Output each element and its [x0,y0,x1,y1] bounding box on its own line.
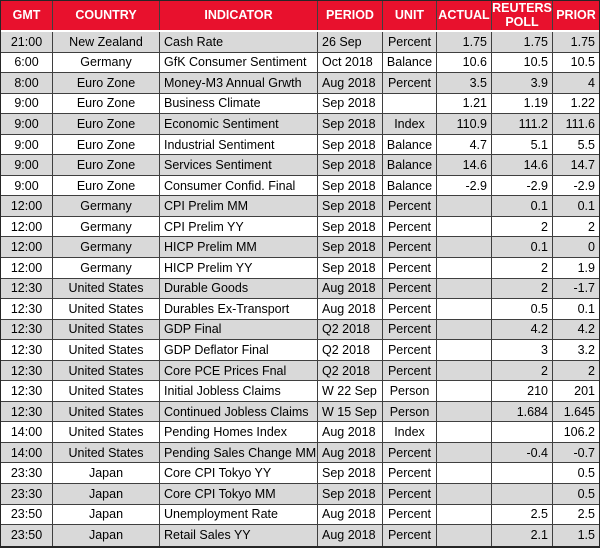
cell-prior: 1.5 [577,528,595,543]
cell-period: Aug 2018 [318,422,383,442]
cell-gmt: 12:30 [1,299,53,319]
cell-unit: Index [383,422,437,442]
cell-actual [437,525,492,546]
cell-prior: 201 [574,384,595,399]
cell-period: Aug 2018 [318,505,383,525]
cell-poll: 3.9 [492,73,553,93]
table-row [1,176,599,197]
cell-country: United States [53,381,160,401]
cell-actual: 1.21 [437,94,492,114]
cell-country: United States [53,443,160,463]
cell-indicator: Core CPI Tokyo MM [160,484,318,504]
cell-poll: 2.5 [492,505,553,525]
cell-gmt: 9:00 [1,94,53,114]
table-row [1,484,599,505]
table-row [1,361,599,382]
cell-prior: 2 [588,363,595,378]
cell-country: United States [53,299,160,319]
cell-actual: 1.75 [437,32,492,52]
cell-indicator: Durable Goods [160,279,318,299]
cell-period: Sep 2018 [318,484,383,504]
cell-unit: Percent [383,32,437,52]
cell-gmt: 12:30 [1,320,53,340]
cell-period: Sep 2018 [318,258,383,278]
cell-gmt: 14:00 [1,443,53,463]
cell-unit: Percent [383,443,437,463]
table-header [1,1,599,32]
cell-country: United States [53,422,160,442]
table-row [1,32,599,53]
cell-actual [437,299,492,319]
cell-poll: 2 [492,217,553,237]
cell-period: Aug 2018 [318,73,383,93]
cell-prior: 5.5 [577,137,595,152]
cell-gmt: 8:00 [1,73,53,93]
cell-indicator: HICP Prelim MM [160,237,318,257]
cell-period: Sep 2018 [318,114,383,134]
cell-indicator: Cash Rate [160,32,318,52]
cell-unit: Percent [383,463,437,483]
cell-gmt: 23:30 [1,484,53,504]
cell-prior: 0.1 [577,301,595,316]
table-row [1,237,599,258]
cell-poll: 1.19 [492,94,553,114]
cell-indicator: GDP Deflator Final [160,340,318,360]
table-row [1,320,599,341]
cell-period: 26 Sep [318,32,383,52]
cell-gmt: 12:00 [1,237,53,257]
cell-indicator: Pending Sales Change MM [160,443,318,463]
cell-indicator: CPI Prelim MM [160,196,318,216]
header-cell-prior: PRIOR [556,7,596,22]
cell-period: W 15 Sep [318,402,383,422]
cell-gmt: 6:00 [1,53,53,73]
header-cell-actual: ACTUAL [437,1,492,30]
cell-gmt: 12:00 [1,258,53,278]
cell-gmt: 23:50 [1,505,53,525]
cell-prior: 0 [588,240,595,255]
cell-prior: 1.75 [570,34,595,49]
cell-indicator: Retail Sales YY [160,525,318,546]
table-row [1,422,599,443]
cell-country: Germany [53,196,160,216]
cell-country: Japan [53,505,160,525]
cell-country: Euro Zone [53,94,160,114]
cell-poll: 4.2 [492,320,553,340]
cell-unit: Person [383,381,437,401]
cell-period: Aug 2018 [318,443,383,463]
table-header-row [1,1,599,32]
cell-prior: 1.22 [570,96,595,111]
cell-country: Japan [53,463,160,483]
cell-actual [437,443,492,463]
cell-indicator: Continued Jobless Claims [160,402,318,422]
cell-country: Japan [53,484,160,504]
cell-period: Sep 2018 [318,217,383,237]
cell-unit [383,94,437,114]
cell-actual [437,320,492,340]
cell-actual: 110.9 [437,114,492,134]
cell-period: Q2 2018 [318,340,383,360]
cell-poll: 0.1 [492,196,553,216]
cell-poll: 111.2 [492,114,553,134]
cell-poll: 2.1 [492,525,553,546]
cell-actual [437,422,492,442]
cell-period: Sep 2018 [318,94,383,114]
cell-country: New Zealand [53,32,160,52]
table-row [1,505,599,526]
cell-poll: 210 [492,381,553,401]
cell-gmt: 21:00 [1,32,53,52]
cell-period: Sep 2018 [318,155,383,175]
cell-country: United States [53,340,160,360]
cell-indicator: Industrial Sentiment [160,135,318,155]
cell-poll: 1.75 [492,32,553,52]
cell-prior: 106.2 [563,425,595,440]
cell-indicator: Durables Ex-Transport [160,299,318,319]
table-row [1,381,599,402]
cell-actual: 10.6 [437,53,492,73]
cell-prior: 14.7 [570,158,595,173]
cell-indicator: HICP Prelim YY [160,258,318,278]
cell-unit: Percent [383,196,437,216]
cell-country: Germany [53,258,160,278]
cell-indicator: Core PCE Prices Fnal [160,361,318,381]
cell-poll: -2.9 [492,176,553,196]
cell-unit: Balance [383,53,437,73]
cell-unit: Percent [383,361,437,381]
cell-poll: 2 [492,258,553,278]
cell-actual [437,258,492,278]
cell-gmt: 23:50 [1,525,53,546]
cell-period: Q2 2018 [318,320,383,340]
cell-unit: Balance [383,135,437,155]
cell-poll: 1.684 [492,402,553,422]
cell-actual [437,361,492,381]
cell-actual [437,279,492,299]
cell-period: Sep 2018 [318,463,383,483]
cell-unit: Percent [383,505,437,525]
cell-indicator: Services Sentiment [160,155,318,175]
cell-prior: 2.5 [577,507,595,522]
cell-actual [437,217,492,237]
cell-gmt: 9:00 [1,114,53,134]
cell-poll: 5.1 [492,135,553,155]
cell-unit: Balance [383,176,437,196]
header-cell-period: PERIOD [318,1,383,30]
cell-poll: 2 [492,279,553,299]
cell-unit: Percent [383,217,437,237]
table-row [1,217,599,238]
cell-unit: Percent [383,73,437,93]
table-row [1,196,599,217]
cell-period: W 22 Sep [318,381,383,401]
cell-poll: 14.6 [492,155,553,175]
cell-period: Sep 2018 [318,196,383,216]
table-body [1,32,599,546]
cell-indicator: Unemployment Rate [160,505,318,525]
cell-gmt: 12:00 [1,196,53,216]
header-cell-country: COUNTRY [53,1,160,30]
cell-indicator: Economic Sentiment [160,114,318,134]
cell-period: Aug 2018 [318,279,383,299]
cell-unit: Percent [383,299,437,319]
cell-gmt: 14:00 [1,422,53,442]
cell-actual [437,505,492,525]
cell-actual [437,463,492,483]
table-row [1,155,599,176]
cell-indicator: Business Climate [160,94,318,114]
table-row [1,53,599,74]
cell-period: Aug 2018 [318,525,383,546]
cell-country: Euro Zone [53,114,160,134]
cell-prior: 0.5 [577,486,595,501]
cell-unit: Percent [383,320,437,340]
cell-period: Oct 2018 [318,53,383,73]
cell-unit: Percent [383,484,437,504]
cell-country: United States [53,402,160,422]
cell-indicator: CPI Prelim YY [160,217,318,237]
cell-gmt: 12:30 [1,361,53,381]
cell-prior: 10.5 [570,55,595,70]
cell-indicator: Core CPI Tokyo YY [160,463,318,483]
cell-prior: 4.2 [577,322,595,337]
cell-indicator: Consumer Confid. Final [160,176,318,196]
cell-actual [437,381,492,401]
cell-poll [492,463,553,483]
table-row [1,258,599,279]
cell-gmt: 12:30 [1,279,53,299]
cell-prior: 2 [588,219,595,234]
cell-actual: 3.5 [437,73,492,93]
cell-prior: 3.2 [577,342,595,357]
cell-unit: Percent [383,258,437,278]
cell-actual: -2.9 [437,176,492,196]
cell-poll [492,422,553,442]
cell-prior: 4 [588,75,595,90]
cell-actual: 4.7 [437,135,492,155]
cell-poll: -0.4 [492,443,553,463]
cell-country: United States [53,279,160,299]
cell-unit: Percent [383,340,437,360]
cell-gmt: 9:00 [1,176,53,196]
cell-actual [437,340,492,360]
header-cell-gmt: GMT [1,1,53,30]
cell-indicator: Pending Homes Index [160,422,318,442]
cell-country: United States [53,361,160,381]
table-row [1,443,599,464]
cell-poll: 0.1 [492,237,553,257]
cell-gmt: 9:00 [1,135,53,155]
header-cell-poll: REUTERS POLL [492,1,552,29]
table-row [1,340,599,361]
cell-country: Germany [53,217,160,237]
header-cell-unit: UNIT [383,1,437,30]
cell-unit: Percent [383,279,437,299]
table-row [1,463,599,484]
cell-country: Euro Zone [53,73,160,93]
table-row [1,135,599,156]
header-cell-indicator: INDICATOR [160,1,318,30]
cell-unit: Balance [383,155,437,175]
cell-poll: 10.5 [492,53,553,73]
cell-indicator: GDP Final [160,320,318,340]
cell-country: Germany [53,53,160,73]
cell-prior: -2.9 [573,178,595,193]
cell-prior: 1.645 [563,404,595,419]
cell-unit: Person [383,402,437,422]
cell-country: Euro Zone [53,135,160,155]
table-row [1,402,599,423]
table-row [1,525,599,546]
cell-poll: 2 [492,361,553,381]
cell-poll: 3 [492,340,553,360]
table-row [1,279,599,300]
cell-gmt: 9:00 [1,155,53,175]
cell-period: Q2 2018 [318,361,383,381]
table-row [1,73,599,94]
cell-period: Sep 2018 [318,237,383,257]
cell-country: Germany [53,237,160,257]
cell-actual: 14.6 [437,155,492,175]
cell-gmt: 12:00 [1,217,53,237]
cell-country: Japan [53,525,160,546]
cell-poll: 0.5 [492,299,553,319]
cell-indicator: Initial Jobless Claims [160,381,318,401]
cell-country: United States [53,320,160,340]
cell-prior: 0.1 [577,199,595,214]
cell-unit: Percent [383,525,437,546]
table-row [1,94,599,115]
cell-prior: -1.7 [573,281,595,296]
cell-actual [437,237,492,257]
cell-indicator: GfK Consumer Sentiment [160,53,318,73]
table-row [1,114,599,135]
cell-period: Sep 2018 [318,176,383,196]
cell-prior: 1.9 [577,260,595,275]
cell-prior: 0.5 [577,466,595,481]
cell-actual [437,196,492,216]
cell-actual [437,484,492,504]
cell-actual [437,402,492,422]
cell-country: Euro Zone [53,155,160,175]
table-row [1,299,599,320]
cell-prior: -0.7 [573,445,595,460]
cell-prior: 111.6 [565,116,595,131]
cell-gmt: 12:30 [1,381,53,401]
cell-period: Aug 2018 [318,299,383,319]
cell-period: Sep 2018 [318,135,383,155]
cell-country: Euro Zone [53,176,160,196]
cell-gmt: 23:30 [1,463,53,483]
cell-poll [492,484,553,504]
cell-unit: Percent [383,237,437,257]
cell-gmt: 12:30 [1,402,53,422]
cell-indicator: Money-M3 Annual Grwth [160,73,318,93]
cell-unit: Index [383,114,437,134]
cell-gmt: 12:30 [1,340,53,360]
